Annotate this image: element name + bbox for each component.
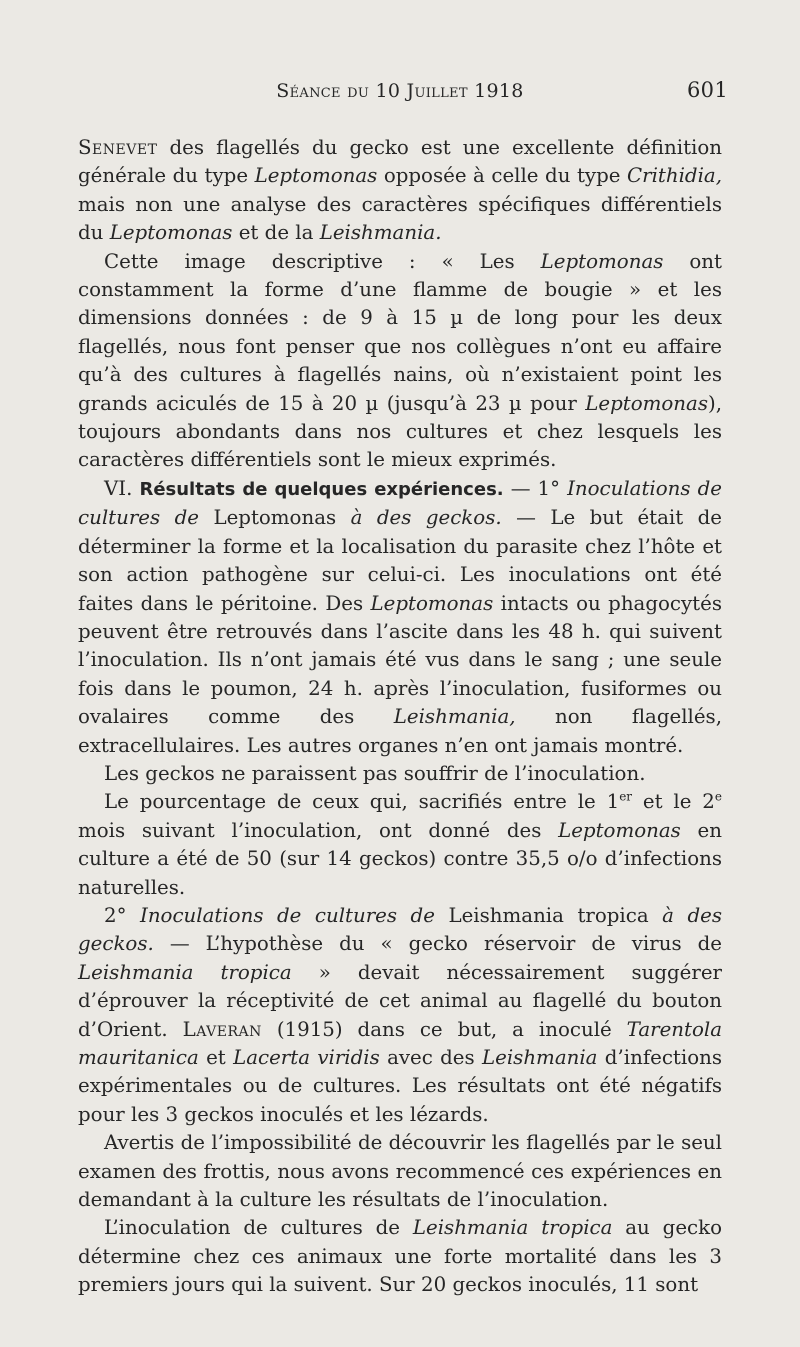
paragraph-5 — [78, 788, 722, 902]
italic-term: Leishmania, — [393, 705, 516, 729]
italic-term: Leptomonas — [558, 818, 681, 842]
italic-term: Leptomonas — [109, 221, 233, 245]
author-name: Senevet — [78, 136, 158, 159]
author-name: Laveran — [182, 1017, 262, 1041]
paragraph-7 — [78, 1129, 722, 1214]
text-run: Les geckos ne paraissent pas souffrir de l’inoculation. — [104, 761, 646, 785]
page-number: 601 — [687, 78, 728, 102]
section-heading: Résultats de quelques expériences. — [139, 478, 504, 500]
paragraph-3 — [78, 475, 722, 760]
text-run: en culture a été de 50 (sur 14 geckos) contre 35,5 o/o d’infections naturelles. — [78, 818, 722, 899]
text-run: — L’hypothèse du « gecko réservoir de virus de — [153, 932, 722, 956]
text-run: » devait nécessairement suggérer d’éprouver la réceptivité de cet animal au flagellé du bouton d’Orient. — [78, 960, 722, 1041]
paragraph-2 — [78, 248, 722, 475]
italic-term: Leptomonas — [254, 164, 378, 188]
italic-term: Tarentola mauritanica — [78, 1017, 723, 1069]
text-run: ), toujours abondants dans nos cultures et chez lesquels les caractères différentiels sont le mieux exprimés. — [78, 391, 722, 472]
text-run: Leishmania tropica — [434, 903, 663, 927]
text-run: opposée à celle du type — [377, 164, 627, 188]
italic-term: Leishmania tropica — [78, 960, 292, 984]
italic-term: Leishmania. — [319, 221, 442, 245]
text-run: Le pourcentage de ceux qui, sacrifiés entre le 1 — [104, 790, 620, 814]
text-run: non flagellés, extracellulaires. Les autres organes n’en ont jamais montré. — [78, 705, 723, 757]
text-run: avec des — [379, 1046, 482, 1069]
running-title: Séance du 10 Juillet 1918 — [276, 80, 524, 102]
text-run: des flagellés du gecko est une excellente définition générale du type — [78, 136, 722, 188]
italic-term: Leptomonas — [585, 391, 708, 415]
italic-term: à des geckos. — [78, 903, 722, 956]
italic-term: Leptomonas — [540, 249, 664, 273]
text-run: au gecko détermine chez ces animaux une forte mortalité dans les 3 premiers jours qui la suivent. Sur 20 geckos inoculés, 11 sont — [78, 1216, 722, 1297]
text-run: Cette image descriptive : « Les — [104, 249, 541, 273]
italic-term: Lacerta viridis — [233, 1046, 380, 1069]
paragraph-1 — [78, 134, 722, 248]
running-header — [78, 78, 728, 110]
text-run: et — [198, 1046, 234, 1069]
italic-term: Leptomonas — [370, 591, 494, 615]
text-run: et le 2 — [632, 790, 715, 814]
paragraph-6 — [78, 902, 722, 1129]
superscript: er — [619, 789, 633, 804]
text-run: Leptomonas — [198, 506, 351, 530]
paragraph-4 — [78, 760, 722, 788]
italic-term: Leishmania — [482, 1046, 598, 1069]
italic-term: à des geckos. — [350, 506, 502, 530]
text-run: et de la — [232, 221, 320, 245]
italic-term: Leishmania tropica — [412, 1216, 613, 1240]
text-run: 2° — [104, 903, 140, 927]
italic-term: Inoculations de cultures de — [78, 476, 722, 530]
text-run: — 1° — [503, 476, 568, 500]
text-run: Avertis de l’impossibilité de découvrir les flagellés par le seul examen des frottis, nous avons recommencé ces expériences en demandant à la culture les résultats de l’inoculation. — [78, 1131, 722, 1212]
body-text — [78, 134, 722, 1300]
italic-term: Crithidia, — [626, 164, 722, 188]
italic-term: Inoculations de cultures de — [140, 903, 435, 927]
text-run: mais non une analyse des caractères spécifiques différentiels du — [78, 192, 722, 245]
text-run: L’inoculation de cultures de — [104, 1216, 413, 1240]
section-number: VI. — [104, 476, 140, 500]
paragraph-8 — [78, 1214, 722, 1299]
text-run: (1915) dans ce but, a inoculé — [261, 1017, 627, 1041]
text-run: mois suivant l’inoculation, ont donné des — [78, 818, 559, 842]
text-run: d’infections expérimentales ou de cultures. Les résultats ont été négatifs pour les 3 geckos inoculés et les lézards. — [78, 1046, 723, 1126]
superscript: e — [714, 789, 722, 804]
text-run: ont constamment la forme d’une flamme de bougie » et les dimensions données : de 9 à 15 µ de long pour les deux flagellés, nous font penser que nos collègues n’ont eu affaire qu’à des cultures à flagellés nains, où n’existaient point les grands aciculés de 15 à 20 µ (jusqu’à 23 µ pour — [78, 249, 722, 415]
text-run: intacts ou phagocytés peuvent être retrouvés dans l’ascite dans les 48 h. qui suivent l’inoculation. Ils n’ont jamais été vus dans le sang ; une seule fois dans le poumon, 24 h. après l’inoculation, fusiformes ou ovalaires comme des — [78, 591, 722, 729]
text-run: — Le but était de déterminer la forme et la localisation du parasite chez l’hôte et son action pathogène sur celui-ci. Les inoculations ont été faites dans le péritoine. Des — [78, 506, 722, 615]
